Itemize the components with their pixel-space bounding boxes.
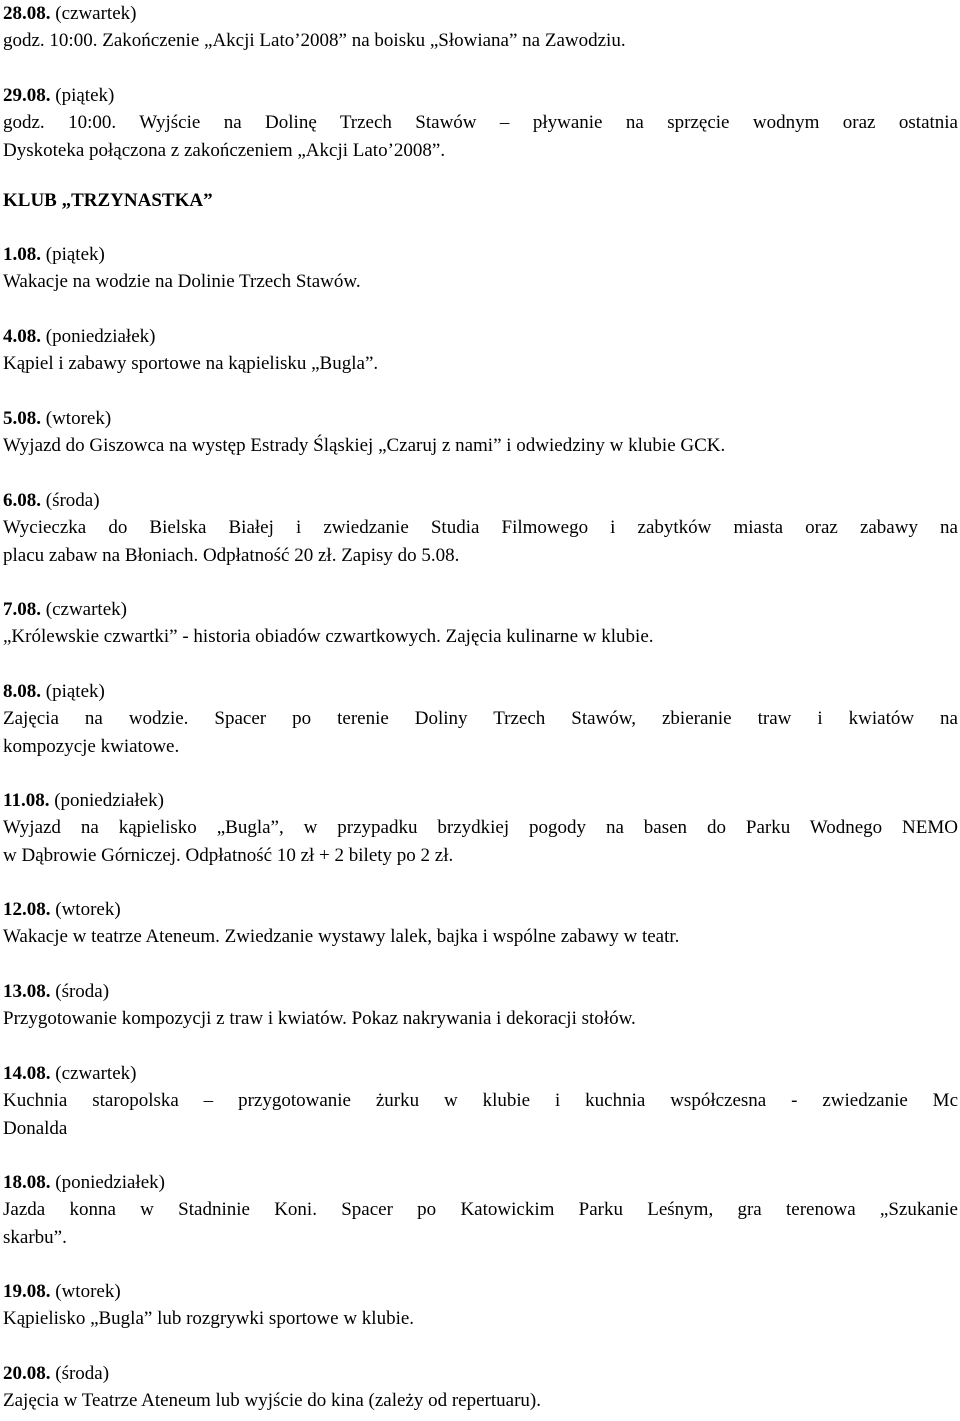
entry-heading — [3, 405, 958, 432]
entry-weekday: (środa) — [45, 490, 100, 511]
entry-date: 29.08. — [3, 85, 51, 106]
entry-description-line: Kąpiel i zabawy sportowe na kąpielisku „Bugla”. — [3, 353, 379, 375]
entry-date: 4.08. — [3, 326, 41, 347]
entry-heading — [3, 678, 958, 705]
entry-description-line: Przygotowanie kompozycji z traw i kwiatów. Pokaz nakrywania i dekoracji stołów. — [3, 1008, 636, 1030]
entry-heading — [3, 0, 958, 27]
entry-date: 20.08. — [3, 1363, 51, 1384]
entry-description-line: Wyjazd do Giszowca na występ Estrady Śląskiej „Czaruj z nami” i odwiedziny w klubie GCK. — [3, 435, 726, 457]
entry-weekday: (poniedziałek) — [54, 790, 164, 811]
schedule-entry — [3, 678, 958, 760]
entry-date: 5.08. — [3, 408, 41, 429]
entry-weekday: (czwartek) — [55, 3, 137, 24]
entry-date: 7.08. — [3, 599, 41, 620]
entry-heading — [3, 978, 958, 1005]
entry-heading — [3, 487, 958, 514]
entry-description-line: skarbu”. — [3, 1226, 67, 1248]
entry-weekday: (poniedziałek) — [55, 1172, 165, 1193]
schedule-entry — [3, 596, 958, 651]
schedule-entry — [3, 1169, 958, 1251]
entry-date: 19.08. — [3, 1281, 51, 1302]
schedule-entry — [3, 978, 958, 1033]
entry-weekday: (wtorek) — [55, 1281, 121, 1302]
entry-description-line: godz. 10:00. Zakończenie „Akcji Lato’2008” na boisku „Słowiana” na Zawodziu. — [3, 30, 626, 52]
entry-heading — [3, 596, 958, 623]
entry-weekday: (piątek) — [45, 681, 105, 702]
entry-date: 12.08. — [3, 899, 51, 920]
entry-heading — [3, 1360, 958, 1387]
schedule-entry — [3, 405, 958, 460]
entry-description-line: Kuchnia staropolska – przygotowanie żurku w klubie i kuchnia współczesna - zwiedzanie Mc — [3, 1090, 958, 1112]
section-title: KLUB „TRZYNASTKA” — [3, 190, 213, 211]
entry-heading — [3, 1169, 958, 1196]
entry-date: 6.08. — [3, 490, 41, 511]
schedule-entry — [3, 323, 958, 378]
entry-weekday: (czwartek) — [55, 1063, 137, 1084]
schedule-entry — [3, 1278, 958, 1333]
entry-heading — [3, 896, 958, 923]
entry-weekday: (wtorek) — [55, 899, 121, 920]
schedule-entry — [3, 82, 958, 164]
entry-date: 8.08. — [3, 681, 41, 702]
entry-description-line: w Dąbrowie Górniczej. Odpłatność 10 zł + 2 bilety po 2 zł. — [3, 844, 454, 866]
schedule-entry — [3, 1360, 958, 1415]
entry-date: 13.08. — [3, 981, 51, 1002]
entry-description-line: Zajęcia na wodzie. Spacer po terenie Doliny Trzech Stawów, zbieranie traw i kwiatów na — [3, 708, 958, 730]
schedule-entry — [3, 241, 958, 296]
entry-description-line: Wakacje na wodzie na Dolinie Trzech Stawów. — [3, 271, 361, 293]
entry-date: 28.08. — [3, 3, 51, 24]
entry-date: 14.08. — [3, 1063, 51, 1084]
entry-description-line: Jazda konna w Stadninie Koni. Spacer po Katowickim Parku Leśnym, gra terenowa „Szukanie — [3, 1199, 958, 1221]
entry-weekday: (czwartek) — [45, 599, 127, 620]
schedule-entry — [3, 896, 958, 951]
entry-heading — [3, 1278, 958, 1305]
entry-description-line: Wyjazd na kąpielisko „Bugla”, w przypadku brzydkiej pogody na basen do Parku Wodnego NEMO — [3, 817, 958, 839]
entry-description-line: Wycieczka do Bielska Białej i zwiedzanie Studia Filmowego i zabytków miasta oraz zabawy na — [3, 517, 958, 539]
entry-weekday: (poniedziałek) — [45, 326, 156, 347]
entry-weekday: (środa) — [55, 1363, 110, 1384]
schedule-entry — [3, 0, 958, 55]
entry-date: 11.08. — [3, 790, 50, 811]
schedule-entry — [3, 787, 958, 869]
entry-description-line: Wakacje w teatrze Ateneum. Zwiedzanie wystawy lalek, bajka i wspólne zabawy w teatr. — [3, 926, 680, 948]
entry-description-line: Zajęcia w Teatrze Ateneum lub wyjście do kina (zależy od repertuaru). — [3, 1390, 541, 1412]
entry-description-line: Kąpielisko „Bugla” lub rozgrywki sportowe w klubie. — [3, 1308, 415, 1330]
entry-description-line: Donalda — [3, 1117, 68, 1139]
entry-weekday: (wtorek) — [45, 408, 112, 429]
entry-date: 1.08. — [3, 244, 41, 265]
entry-heading — [3, 787, 958, 814]
entry-description-line: godz. 10:00. Wyjście na Dolinę Trzech Stawów – pływanie na sprzęcie wodnym oraz ostatnia — [3, 112, 958, 134]
entry-description-line: „Królewskie czwartki” - historia obiadów czwartkowych. Zajęcia kulinarne w klubie. — [3, 626, 654, 648]
entry-weekday: (piątek) — [45, 244, 105, 265]
entry-weekday: (piątek) — [55, 85, 115, 106]
entry-heading — [3, 241, 958, 268]
entry-description-line: Dyskoteka połączona z zakończeniem „Akcji Lato’2008”. — [3, 139, 446, 161]
entry-heading — [3, 323, 958, 350]
schedule-entry — [3, 1060, 958, 1142]
entry-heading — [3, 1060, 958, 1087]
entry-heading — [3, 82, 958, 109]
entry-description-line: kompozycje kwiatowe. — [3, 735, 180, 757]
entry-date: 18.08. — [3, 1172, 51, 1193]
schedule-entry — [3, 487, 958, 569]
entry-description-line: placu zabaw na Błoniach. Odpłatność 20 zł. Zapisy do 5.08. — [3, 544, 460, 566]
entry-weekday: (środa) — [55, 981, 110, 1002]
